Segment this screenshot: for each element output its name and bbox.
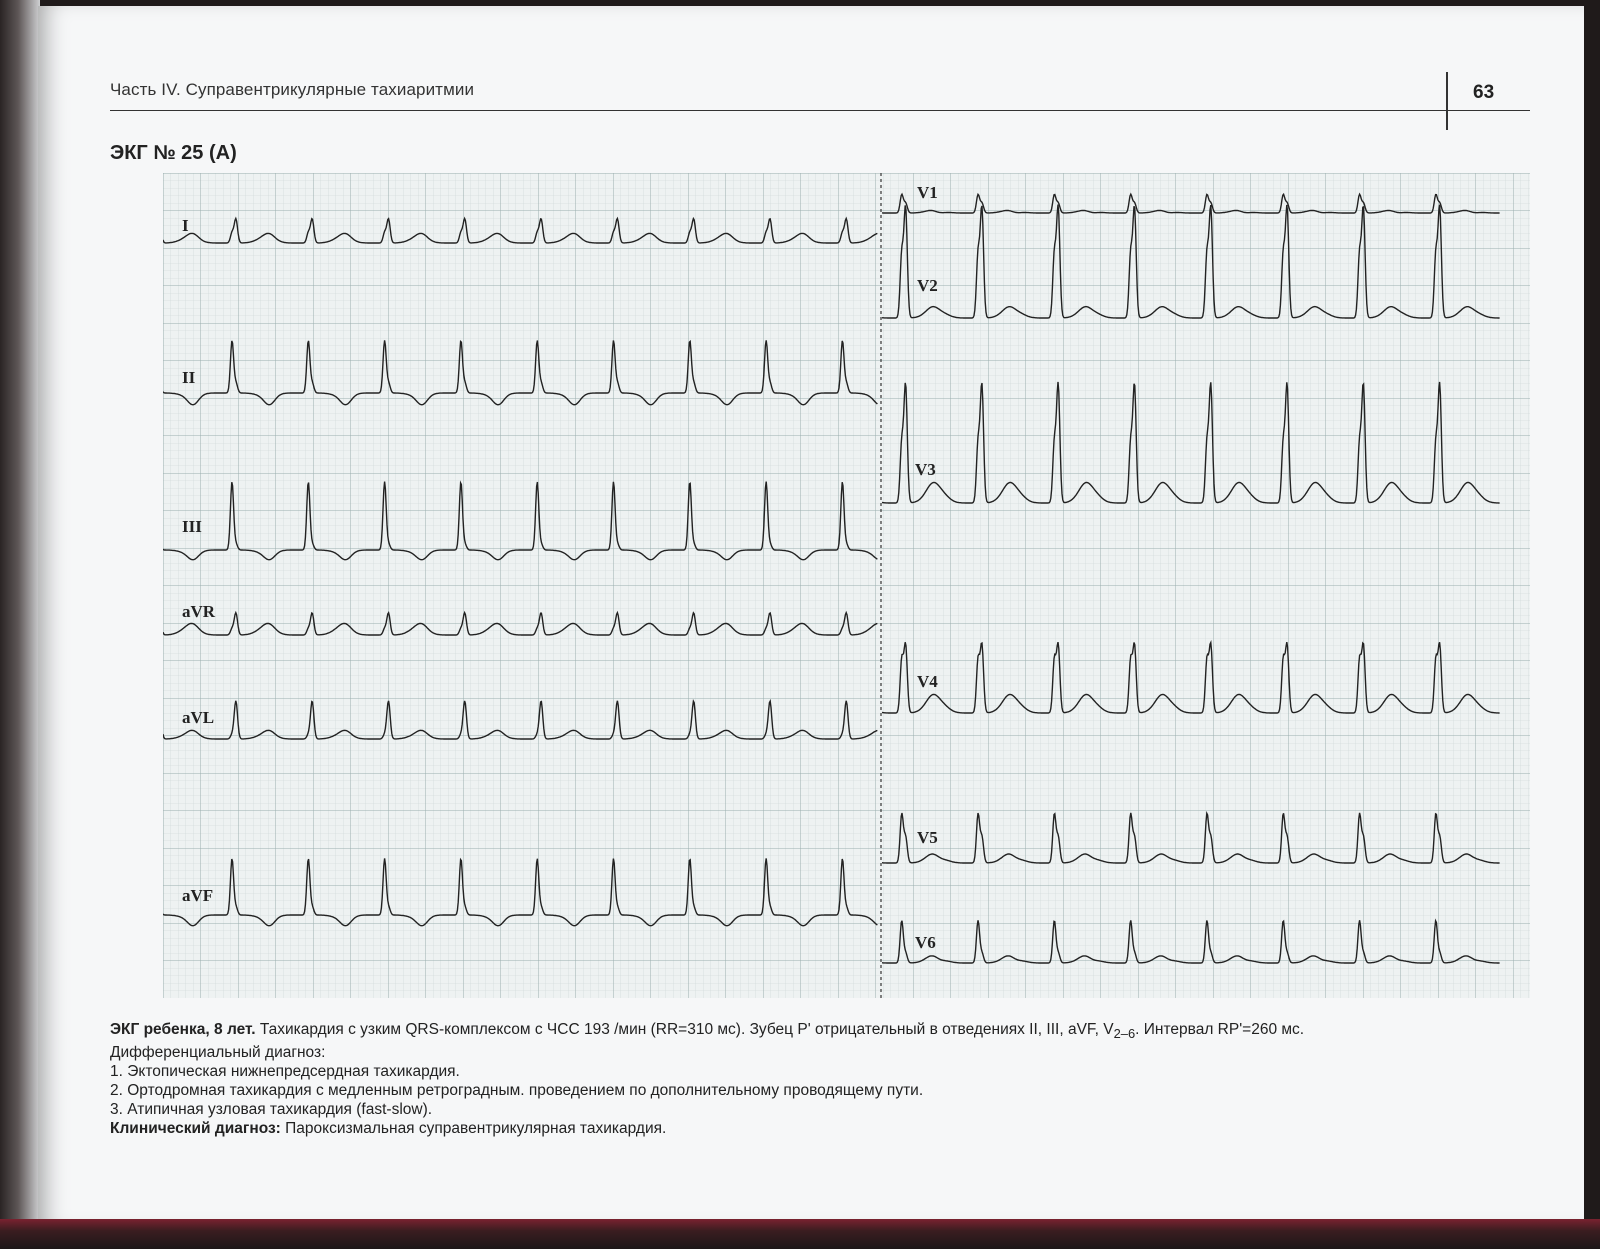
ecg-grid bbox=[163, 173, 1530, 998]
page-number-divider bbox=[1446, 72, 1448, 130]
lead-label-V4: V4 bbox=[917, 672, 938, 691]
book-bottom-edge bbox=[0, 1219, 1600, 1249]
caption-item-2: 2. Ортодромная тахикардия с медленным ретроградным. проведением по дополнительному проводящему пути. bbox=[110, 1082, 924, 1100]
lead-label-aVR: aVR bbox=[182, 602, 216, 621]
caption-lead: ЭКГ ребенка, 8 лет. bbox=[110, 1021, 256, 1038]
caption-final-text: Пароксизмальная суправентрикулярная тахикардия. bbox=[280, 1120, 667, 1138]
book-spine bbox=[0, 0, 40, 1249]
figure-caption bbox=[110, 1020, 1540, 1138]
caption-final bbox=[110, 1119, 1540, 1138]
caption-final-label: Клинический диагноз: bbox=[110, 1120, 281, 1138]
caption-subscript: 2–6 bbox=[1113, 1026, 1136, 1042]
lead-label-I: I bbox=[182, 216, 189, 235]
lead-label-V1: V1 bbox=[917, 183, 938, 202]
lead-label-V6: V6 bbox=[915, 933, 936, 952]
lead-label-V2: V2 bbox=[917, 276, 938, 295]
caption-item-3: 3. Атипичная узловая тахикардия (fast-slow). bbox=[110, 1101, 433, 1119]
caption-item-1: 1. Эктопическая нижнепредсердная тахикардия. bbox=[110, 1063, 460, 1081]
ecg-title: ЭКГ № 25 (А) bbox=[110, 142, 237, 164]
ecg-strip bbox=[163, 173, 1530, 998]
lead-label-III: III bbox=[182, 517, 202, 536]
page-number: 63 bbox=[1473, 82, 1495, 103]
caption-description: Тахикардия с узким QRS-комплексом с ЧСС 193 /мин (RR=310 мс). Зубец Р' отрицательный в отведениях II, III, aVF, V bbox=[255, 1021, 1114, 1038]
header-rule bbox=[110, 110, 1530, 111]
caption-line-1 bbox=[110, 1020, 1540, 1043]
lead-label-aVL: aVL bbox=[182, 708, 215, 727]
lead-label-V5: V5 bbox=[917, 828, 938, 847]
running-head: Часть IV. Суправентрикулярные тахиаритмии bbox=[110, 80, 475, 99]
lead-label-V3: V3 bbox=[915, 460, 936, 479]
caption-line-2: Дифференциальный диагноз: bbox=[110, 1044, 326, 1062]
lead-label-aVF: aVF bbox=[182, 886, 214, 905]
caption-interval: . Интервал RP'=260 мс. bbox=[1135, 1021, 1305, 1038]
lead-label-II: II bbox=[182, 368, 196, 387]
